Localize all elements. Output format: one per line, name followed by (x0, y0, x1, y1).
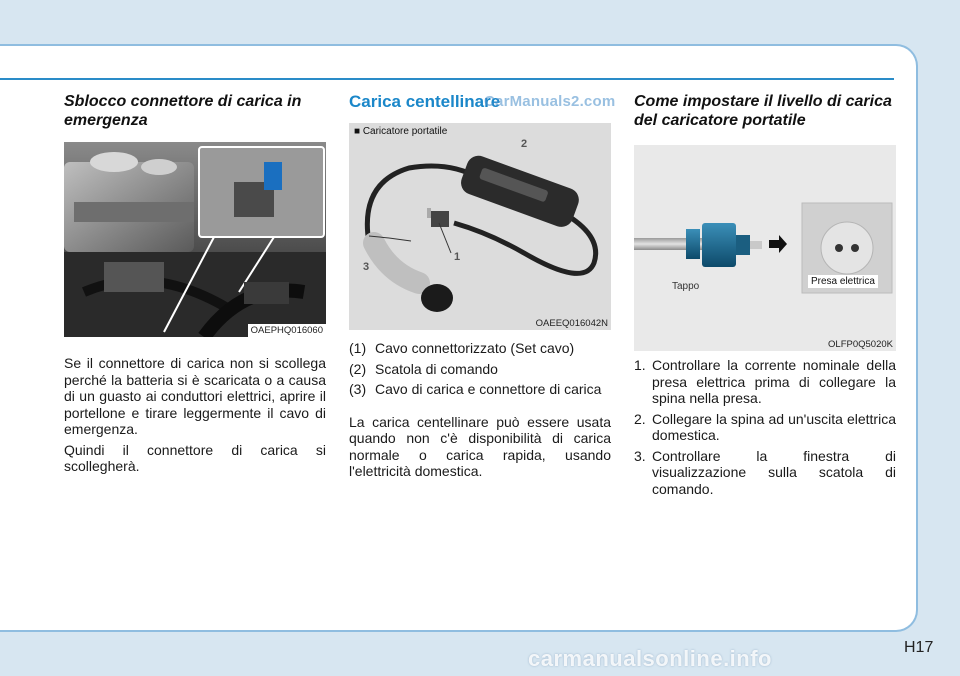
callout-3: 3 (363, 261, 370, 273)
list-item (634, 411, 896, 444)
plug-socket-illustration (634, 145, 896, 351)
list-text: Cavo connettorizzato (Set cavo) (375, 340, 575, 356)
portable-charger-figure (349, 123, 611, 330)
list-item (349, 381, 611, 398)
paragraph: Se il connettore di carica non si scollega perché la batteria si è scaricata o a causa di un guasto ai conduttori elettrici, aprire il portellone e tirare leggermente il cavo di emergenza. (64, 355, 326, 437)
engine-bay-figure (64, 142, 326, 337)
plug-socket-figure (634, 145, 896, 351)
list-item (349, 340, 611, 357)
list-item (634, 357, 896, 407)
callout-2: 2 (521, 138, 528, 150)
list-text: Scatola di comando (375, 360, 498, 377)
list-text: Collegare la spina ad un'uscita elettrica domestica. (652, 410, 896, 443)
list-number: 1. (634, 357, 646, 373)
engine-bay-photo (64, 142, 326, 337)
list-number: (3) (349, 381, 367, 397)
list-number: 2. (634, 410, 646, 427)
list-number: (2) (349, 360, 367, 377)
figure-caption: ■ Caricatore portatile (354, 126, 448, 137)
component-list (349, 340, 611, 398)
column-left (64, 92, 326, 475)
column-middle (349, 92, 611, 480)
list-number: 3. (634, 447, 646, 464)
list-number: (1) (349, 340, 367, 356)
watermark-bottom: carmanualsonline.info (528, 646, 772, 671)
top-rule (0, 78, 894, 80)
portable-charger-illustration (349, 123, 611, 330)
list-text: Controllare la finestra di visualizzazione sulla scatola di comando. (652, 447, 896, 497)
callout-1: 1 (454, 251, 461, 263)
label-plug: Tappo (672, 281, 700, 292)
figure-code: OAEPHQ016060 (248, 324, 326, 337)
section-heading-charge-level: Come impostare il livello di carica del caricatore portatile (634, 93, 892, 129)
section-heading-emergency-unlock: Sblocco connettore di carica in emergenza (64, 93, 302, 129)
label-socket: Presa elettrica (808, 275, 878, 288)
list-text: Controllare la corrente nominale della presa elettrica prima di collegare la spina nella presa. (652, 357, 896, 406)
list-item (634, 448, 896, 498)
paragraph: La carica centellinare può essere usata quando non c'è disponibilità di carica normale o carica rapida, usando l'elettricità domestica. (349, 413, 611, 479)
column-right (634, 92, 896, 501)
paragraph: Quindi il connettore di carica si scollegherà. (64, 441, 326, 474)
page-number: H17 (904, 639, 934, 656)
figure-code: OLFP0Q5020K (825, 338, 896, 351)
figure-code: OAEEQ016042N (533, 317, 611, 330)
list-text: Cavo di carica e connettore di carica (375, 381, 602, 397)
watermark-top: CarManuals2.com (484, 93, 616, 110)
section-heading-trickle-charge: Carica centellinare (349, 92, 501, 111)
steps-list (634, 357, 896, 497)
list-item (349, 361, 611, 378)
